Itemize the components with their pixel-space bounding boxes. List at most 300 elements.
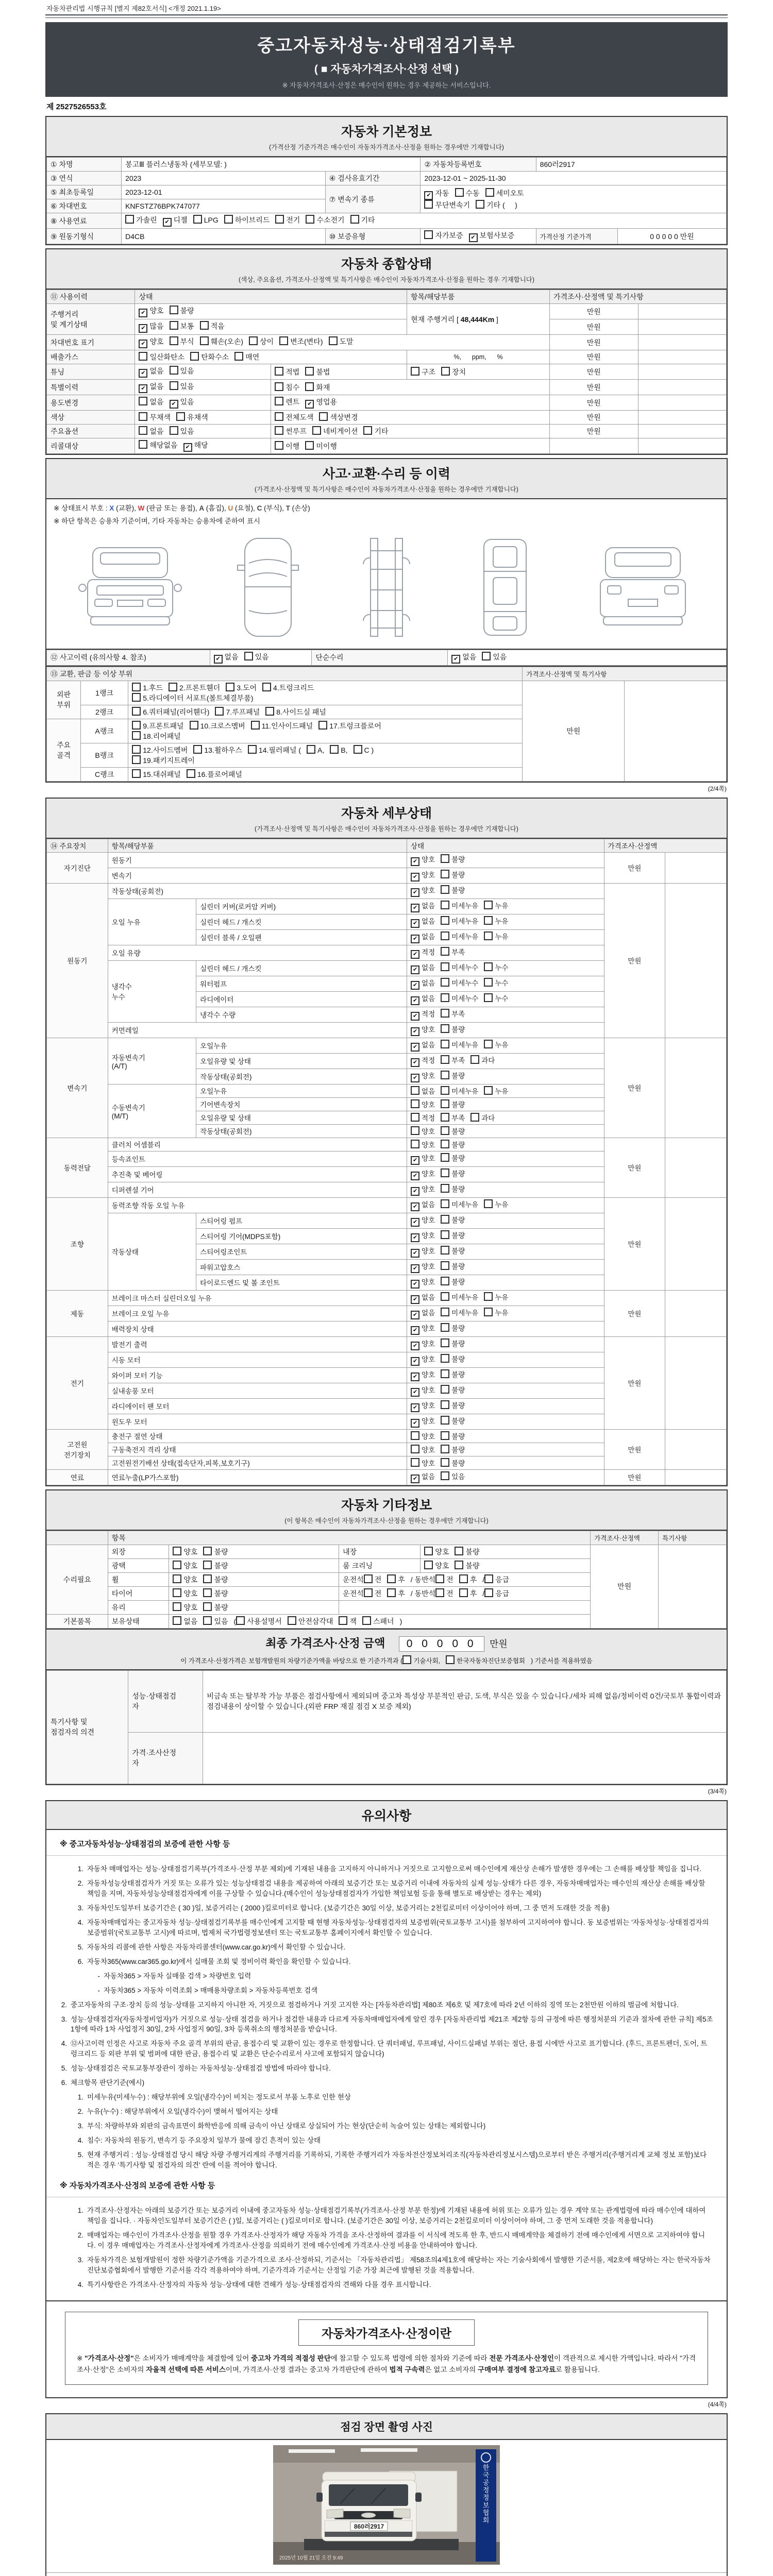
checkbox-label: 적법 (285, 367, 300, 376)
cell: ⑩ 보증유형 (325, 229, 421, 244)
text: (판금 또는 용접), (144, 504, 199, 512)
checkbox-icon[interactable] (132, 755, 141, 764)
checkbox-icon[interactable] (484, 993, 493, 1002)
notice-number: 2. (77, 2108, 83, 2116)
checkbox-icon[interactable] (200, 336, 209, 345)
checkbox-icon[interactable] (455, 1547, 463, 1555)
checkbox-checked-icon[interactable]: ✔ (411, 935, 419, 943)
checkbox-icon[interactable] (441, 916, 449, 925)
checkbox-icon[interactable] (170, 381, 178, 390)
cell: 추진축 및 베어링 (108, 1166, 407, 1182)
cell (659, 1545, 727, 1628)
checkbox-icon[interactable] (203, 1547, 212, 1555)
checkbox-icon[interactable] (364, 1588, 373, 1597)
checkbox-checked-icon[interactable]: ✔ (411, 1012, 419, 1021)
checkbox-icon[interactable] (275, 397, 283, 405)
checkbox-label: C ) (364, 745, 374, 754)
checkbox-icon[interactable] (305, 382, 314, 391)
cell: 튜닝 (47, 364, 135, 380)
checkbox-icon[interactable] (203, 1574, 212, 1583)
checkbox-label: 디젤 (173, 216, 188, 224)
cell (407, 883, 604, 899)
checkbox-icon[interactable] (441, 1009, 449, 1018)
checkbox-label: 불량 (465, 1547, 480, 1556)
checkbox-icon[interactable] (441, 1199, 449, 1208)
checkbox-icon[interactable] (484, 1588, 493, 1597)
checkbox-icon[interactable] (279, 336, 288, 345)
notice-text: 누유(누수) : 해당부위에서 오일(냉각수)이 맺혀서 떨어지는 상태 (87, 2108, 278, 2116)
checkbox-icon[interactable] (248, 745, 257, 754)
appraisal-box-title: 자동차가격조사·산정이란 (298, 2319, 475, 2346)
checkbox-icon[interactable] (132, 745, 141, 754)
checkbox-icon[interactable] (455, 188, 464, 197)
checkbox-label: 장치 (452, 367, 466, 376)
checkbox-icon[interactable] (411, 1099, 419, 1108)
checkbox-icon[interactable] (441, 1369, 449, 1378)
checkbox-icon[interactable] (441, 854, 449, 863)
checkbox-icon[interactable] (484, 1292, 493, 1301)
checkbox-icon[interactable] (484, 978, 493, 987)
checkbox-checked-icon[interactable]: ✔ (411, 1372, 419, 1381)
checkbox-label: 양호 (422, 887, 435, 895)
checkbox-icon[interactable] (187, 769, 195, 778)
checkbox-icon[interactable] (441, 1086, 449, 1095)
checkbox-icon[interactable] (249, 336, 258, 345)
cell: 만원 (550, 364, 638, 380)
cell (271, 425, 550, 438)
checkbox-icon[interactable] (244, 652, 253, 660)
checkbox-label: A, (317, 745, 325, 754)
checkbox-icon[interactable] (275, 382, 283, 391)
checkbox-icon[interactable] (441, 1338, 449, 1347)
checkbox-checked-icon[interactable]: ✔ (214, 655, 223, 664)
checkbox-icon[interactable] (173, 1574, 181, 1583)
checkbox-icon[interactable] (132, 683, 141, 691)
cell: 배출가스 (47, 350, 135, 364)
cell: 오일유량 및 상태 (196, 1111, 407, 1124)
checkbox-icon[interactable] (470, 1113, 479, 1122)
cell (128, 705, 523, 719)
checkbox-checked-icon[interactable]: ✔ (163, 218, 172, 227)
checkbox-icon[interactable] (173, 1588, 181, 1597)
checkbox-icon[interactable] (441, 1458, 449, 1467)
checkbox-label: 없음 (149, 367, 164, 375)
checkbox-checked-icon[interactable]: ✔ (411, 1074, 419, 1082)
checkbox-icon[interactable] (387, 1574, 396, 1583)
diagram-frame-underbody (348, 533, 425, 641)
checkbox-icon[interactable] (476, 200, 484, 209)
checkbox-checked-icon[interactable]: ✔ (451, 655, 460, 664)
checkbox-icon[interactable] (441, 1445, 449, 1453)
checkbox-icon[interactable] (173, 1547, 181, 1555)
checkbox-checked-icon[interactable]: ✔ (411, 873, 419, 882)
notice-item (70, 1940, 727, 1955)
checkbox-icon[interactable] (484, 916, 493, 925)
checkbox-icon[interactable] (424, 1561, 433, 1569)
cell: 작동상태(공회전) (196, 1124, 407, 1138)
checkbox-label: 9.프론트패널 (143, 721, 184, 730)
cell (665, 852, 727, 883)
checkbox-icon[interactable] (132, 721, 141, 730)
checkbox-icon[interactable] (173, 1602, 181, 1611)
notice-text: 자동차의 리콜에 관한 사항은 자동차리콜센터(www.car.go.kr)에서 확인할 수 있습니다. (87, 1943, 346, 1951)
checkbox-icon[interactable] (190, 721, 198, 730)
checkbox-icon[interactable] (441, 947, 449, 956)
checkbox-icon[interactable] (125, 215, 134, 224)
checkbox-icon[interactable] (132, 707, 141, 716)
checkbox-icon[interactable] (424, 230, 433, 239)
checkbox-checked-icon[interactable]: ✔ (411, 1419, 419, 1428)
checkbox-icon[interactable] (441, 1385, 449, 1394)
checkbox-icon[interactable] (251, 721, 260, 730)
notice-number: 3. (77, 1904, 83, 1912)
checkbox-icon[interactable] (305, 441, 314, 450)
checkbox-checked-icon[interactable]: ✔ (411, 950, 419, 959)
checkbox-icon[interactable] (411, 1126, 419, 1135)
checkbox-icon[interactable] (470, 1055, 479, 1064)
text: 이 객관적으로 제시한 가액입니다. 따라서 "가격조사·산정"은 소비자의 (77, 2354, 696, 2374)
checkbox-checked-icon[interactable]: ✔ (411, 1388, 419, 1397)
checkbox-icon[interactable] (435, 1574, 444, 1583)
checkbox-icon[interactable] (200, 321, 209, 330)
notice-number: 3. (77, 2122, 83, 2130)
checkbox-checked-icon[interactable]: ✔ (411, 1043, 419, 1052)
checkbox-icon[interactable] (288, 1616, 296, 1625)
cell: 변속기 (47, 1038, 108, 1138)
cell: %, ppm, % (407, 350, 550, 364)
cell: 유리 (108, 1600, 169, 1614)
checkbox-icon[interactable] (139, 397, 147, 405)
checkbox-icon[interactable] (441, 1471, 449, 1480)
checkbox-icon[interactable] (233, 1616, 245, 1625)
cell: 전기 (47, 1336, 108, 1429)
checkbox-icon[interactable] (441, 1024, 449, 1033)
checkbox-icon[interactable] (441, 1040, 449, 1048)
checkbox-icon[interactable] (411, 367, 419, 376)
checkbox-icon[interactable] (411, 1140, 419, 1148)
checkbox-icon[interactable] (441, 1400, 449, 1409)
cell: 원동기 (47, 883, 108, 1038)
cell: ⑪ 사용이력 (47, 290, 135, 304)
checkbox-checked-icon[interactable]: ✔ (411, 1342, 419, 1350)
checkbox-checked-icon[interactable]: ✔ (170, 400, 178, 409)
checkbox-icon[interactable] (441, 1323, 449, 1332)
checkbox-icon[interactable] (203, 1561, 212, 1569)
checkbox-label: 양호 (422, 1340, 435, 1348)
checkbox-icon[interactable] (170, 426, 178, 435)
checkbox-icon[interactable] (275, 412, 283, 421)
checkbox-icon[interactable] (203, 1602, 212, 1611)
checkbox-icon[interactable] (275, 367, 283, 376)
checkbox-checked-icon[interactable]: ✔ (424, 191, 433, 200)
notice-number: 6. (77, 1957, 83, 1965)
checkbox-label: 누유 (495, 1088, 509, 1096)
checkbox-icon[interactable] (441, 1431, 449, 1440)
checkbox-icon[interactable] (215, 707, 224, 716)
checkbox-icon[interactable] (339, 1616, 347, 1625)
checkbox-label: 양호 (422, 1155, 435, 1163)
checkbox-icon[interactable] (190, 352, 199, 361)
checkbox-label: 14.필러패널 ( (258, 745, 301, 754)
checkbox-label: 없음 (224, 652, 239, 661)
checkbox-icon[interactable] (441, 1071, 449, 1079)
checkbox-icon[interactable] (226, 683, 234, 691)
checkbox-checked-icon[interactable]: ✔ (411, 1202, 419, 1211)
checkbox-icon[interactable] (441, 1261, 449, 1270)
checkbox-icon[interactable] (441, 1184, 449, 1193)
checkbox-icon[interactable] (484, 931, 493, 940)
checkbox-icon[interactable] (387, 1588, 396, 1597)
checkbox-icon[interactable] (441, 1416, 449, 1425)
cell: 기어변속장치 (196, 1097, 407, 1111)
checkbox-checked-icon[interactable]: ✔ (139, 309, 147, 317)
cell: 실린더 커버(로커암 커버) (196, 899, 407, 914)
checkbox-icon[interactable] (441, 1140, 449, 1148)
checkbox-icon[interactable] (307, 745, 315, 754)
checkbox-icon[interactable] (132, 769, 141, 778)
checkbox-icon[interactable] (139, 426, 147, 435)
cell: 동력전달 (47, 1138, 108, 1197)
checkbox-icon[interactable] (482, 652, 491, 660)
checkbox-checked-icon[interactable]: ✔ (411, 1403, 419, 1412)
checkbox-icon[interactable] (441, 1215, 449, 1224)
checkbox-icon[interactable] (203, 1616, 212, 1625)
notice-number: 4. (77, 2137, 83, 2145)
checkbox-label: 있음 (180, 427, 194, 435)
cell: 2023-12-01 ~ 2025-11-30 (421, 172, 727, 185)
checkbox-checked-icon[interactable]: ✔ (411, 888, 419, 897)
checkbox-checked-icon[interactable]: ✔ (139, 369, 147, 378)
cell (135, 364, 271, 380)
checkbox-checked-icon[interactable]: ✔ (411, 1264, 419, 1273)
checkbox-icon[interactable] (306, 215, 314, 224)
checkbox-icon[interactable] (424, 1547, 433, 1555)
checkbox-icon[interactable] (363, 426, 372, 435)
checkbox-icon[interactable] (441, 931, 449, 940)
checkbox-checked-icon[interactable]: ✔ (139, 384, 147, 393)
checkbox-icon[interactable] (441, 901, 449, 909)
checkbox-checked-icon[interactable]: ✔ (411, 904, 419, 912)
checkbox-label: 5.라디에이터 서포트(볼트체결부품) (143, 693, 254, 702)
checkbox-icon[interactable] (484, 1199, 493, 1208)
checkbox-icon[interactable] (262, 683, 271, 691)
checkbox-icon[interactable] (139, 440, 147, 449)
checkbox-icon[interactable] (203, 1588, 212, 1597)
checkbox-icon[interactable] (411, 1086, 419, 1095)
cell (135, 395, 271, 411)
checkbox-checked-icon[interactable]: ✔ (411, 1311, 419, 1319)
checkbox-icon[interactable] (275, 441, 283, 450)
notice-text: 현재 주행거리 : 성능·상태점검 당시 해당 차량 주행거리계의 주행거리를 기록하되, 기록한 주행거리가 자동차전산정보처리조직(자동차관리정보시스템)으로부터 받은 주행거리(주행거리계 교체 정보 포함)보다 적은 경우 '특기사항 및 점검자의 의견' 란에 이를 적어야 합니다. (87, 2151, 707, 2170)
notice-item (70, 2278, 727, 2292)
checkbox-checked-icon[interactable]: ✔ (411, 1326, 419, 1335)
checkbox-icon[interactable] (441, 1168, 449, 1177)
checkbox-icon[interactable] (139, 352, 147, 361)
checkbox-icon[interactable] (411, 1458, 419, 1467)
checkbox-icon[interactable] (459, 1588, 468, 1597)
checkbox-label: 양호 (422, 1325, 435, 1333)
checkbox-icon[interactable] (176, 412, 185, 421)
cell: 냉각수 누수 (108, 960, 196, 1022)
cell (448, 650, 727, 665)
checkbox-checked-icon[interactable]: ✔ (411, 1475, 419, 1483)
cell: 제동 (47, 1290, 108, 1336)
checkbox-label: 불량 (451, 1155, 465, 1163)
checkbox-icon[interactable] (139, 412, 147, 421)
checkbox-icon[interactable] (441, 962, 449, 971)
checkbox-checked-icon[interactable]: ✔ (411, 1295, 419, 1304)
checkbox-icon[interactable] (424, 200, 433, 209)
checkbox-icon[interactable] (484, 901, 493, 909)
checkbox-checked-icon[interactable]: ✔ (183, 443, 192, 452)
checkbox-checked-icon[interactable]: ✔ (411, 1187, 419, 1196)
checkbox-checked-icon[interactable]: ✔ (411, 1058, 419, 1067)
checkbox-icon[interactable] (330, 745, 339, 754)
checkbox-label: 불량 (451, 1263, 465, 1271)
checkbox-label: 잭 (349, 1617, 357, 1625)
cell: ④ 검사유효기간 (325, 172, 421, 185)
notice-text: 특기사항란은 가격조사·산정자의 자동차 성능·상태에 대한 견해가 성능·상태점검자의 견해와 다를 경우 표시합니다. (87, 2280, 431, 2289)
checkbox-icon[interactable] (441, 993, 449, 1002)
checkbox-icon[interactable] (441, 1308, 449, 1316)
checkbox-icon[interactable] (484, 962, 493, 971)
checkbox-icon[interactable] (402, 1655, 411, 1664)
checkbox-icon[interactable] (318, 721, 327, 730)
checkbox-icon[interactable] (455, 1561, 463, 1569)
checkbox-icon[interactable] (329, 336, 338, 345)
checkbox-label: 수소전기 (316, 216, 345, 224)
checkbox-checked-icon[interactable]: ✔ (139, 324, 147, 333)
checkbox-icon[interactable] (441, 885, 449, 894)
cell: 휠 (108, 1572, 169, 1586)
checkbox-icon[interactable] (132, 731, 141, 740)
checkbox-icon[interactable] (305, 367, 314, 376)
cell (407, 991, 604, 1007)
checkbox-icon[interactable] (446, 1655, 455, 1664)
checkbox-label: 침수 (285, 383, 300, 392)
checkbox-checked-icon[interactable]: ✔ (411, 1156, 419, 1165)
cell (638, 350, 726, 364)
checkbox-checked-icon[interactable]: ✔ (411, 1249, 419, 1258)
checkbox-icon[interactable] (350, 215, 359, 224)
cell: 와이퍼 모터 기능 (108, 1367, 407, 1383)
checkbox-label: 양호 (422, 1417, 435, 1426)
checkbox-icon[interactable] (441, 1126, 449, 1135)
checkbox-icon[interactable] (173, 1616, 181, 1625)
checkbox-checked-icon[interactable]: ✔ (411, 981, 419, 990)
checkbox-label: 있음 (180, 367, 194, 375)
cell (271, 364, 407, 380)
checkbox-icon[interactable] (411, 1113, 419, 1122)
checkbox-icon[interactable] (441, 1113, 449, 1122)
cell (135, 319, 407, 335)
checkbox-icon[interactable] (170, 366, 178, 375)
checkbox-icon[interactable] (441, 1277, 449, 1285)
text: 로 활용됩니다. (556, 2365, 600, 2374)
checkbox-label: 누수 (495, 979, 509, 988)
checkbox-icon[interactable] (485, 188, 494, 197)
cell (135, 335, 550, 350)
checkbox-icon[interactable] (484, 1308, 493, 1316)
checkbox-icon[interactable] (411, 1431, 419, 1440)
checkbox-checked-icon[interactable]: ✔ (411, 1357, 419, 1366)
checkbox-icon[interactable] (354, 745, 362, 754)
checkbox-icon[interactable] (441, 1055, 449, 1064)
checkbox-checked-icon[interactable]: ✔ (305, 400, 314, 409)
cell (135, 380, 271, 395)
checkbox-icon[interactable] (312, 426, 321, 435)
checkbox-checked-icon[interactable]: ✔ (411, 1218, 419, 1227)
checkbox-icon[interactable] (441, 870, 449, 878)
checkbox-icon[interactable] (265, 707, 274, 716)
cell: 가격조사·산정액 및 특기사항 (550, 290, 727, 304)
checkbox-icon[interactable] (441, 1153, 449, 1162)
checkbox-icon[interactable] (411, 1445, 419, 1453)
cell (638, 304, 726, 319)
checkbox-checked-icon[interactable]: ✔ (411, 1172, 419, 1180)
checkbox-checked-icon[interactable]: ✔ (411, 996, 419, 1005)
checkbox-icon[interactable] (484, 1574, 493, 1583)
checkbox-icon[interactable] (459, 1574, 468, 1583)
checkbox-icon[interactable] (441, 1246, 449, 1255)
cell: 실내송풍 모터 (108, 1383, 407, 1398)
checkbox-icon[interactable] (234, 352, 243, 361)
checkbox-icon[interactable] (193, 745, 202, 754)
checkbox-label: 미세누수 (451, 979, 479, 988)
checkbox-icon[interactable] (275, 426, 283, 435)
checkbox-icon[interactable] (441, 1354, 449, 1363)
checkbox-icon[interactable] (319, 412, 328, 421)
checkbox-icon[interactable] (364, 1574, 373, 1583)
checkbox-checked-icon[interactable]: ✔ (411, 1233, 419, 1242)
checkbox-icon[interactable] (441, 1230, 449, 1239)
checkbox-icon[interactable] (169, 683, 177, 691)
checkbox-checked-icon[interactable]: ✔ (411, 1027, 419, 1036)
checkbox-icon[interactable] (173, 1561, 181, 1569)
checkbox-icon[interactable] (441, 367, 450, 376)
checkbox-checked-icon[interactable]: ✔ (411, 919, 419, 928)
checkbox-label: 구조 (422, 367, 436, 376)
checkbox-label: 불량 (451, 1128, 465, 1136)
checkbox-icon[interactable] (170, 336, 178, 345)
checkbox-checked-icon[interactable]: ✔ (411, 857, 419, 866)
notice-item (54, 2076, 727, 2090)
text: ] (494, 315, 498, 324)
checkbox-icon[interactable] (224, 215, 233, 224)
cell (128, 743, 523, 767)
checkbox-icon[interactable] (362, 1616, 371, 1625)
checkbox-checked-icon[interactable]: ✔ (139, 340, 147, 348)
checkbox-icon[interactable] (193, 215, 202, 224)
checkbox-icon[interactable] (441, 1099, 449, 1108)
checkbox-icon[interactable] (435, 1588, 444, 1597)
final-price-label: 최종 가격조사·산정 금액 (265, 1636, 385, 1650)
checkbox-icon[interactable] (484, 1086, 493, 1095)
checkbox-icon[interactable] (170, 306, 178, 314)
checkbox-icon[interactable] (132, 693, 141, 702)
cell (407, 304, 550, 335)
checkbox-icon[interactable] (275, 215, 284, 224)
cell: 수동변속기 (M/T) (108, 1084, 196, 1138)
checkbox-checked-icon[interactable]: ✔ (469, 233, 478, 242)
cell: 용도변경 (47, 395, 135, 411)
checkbox-icon[interactable] (441, 978, 449, 987)
checkbox-icon[interactable] (441, 1292, 449, 1301)
checkbox-icon[interactable] (170, 321, 178, 330)
checkbox-icon[interactable] (484, 1040, 493, 1048)
checkbox-checked-icon[interactable]: ✔ (411, 1280, 419, 1289)
checkbox-checked-icon[interactable]: ✔ (411, 965, 419, 974)
